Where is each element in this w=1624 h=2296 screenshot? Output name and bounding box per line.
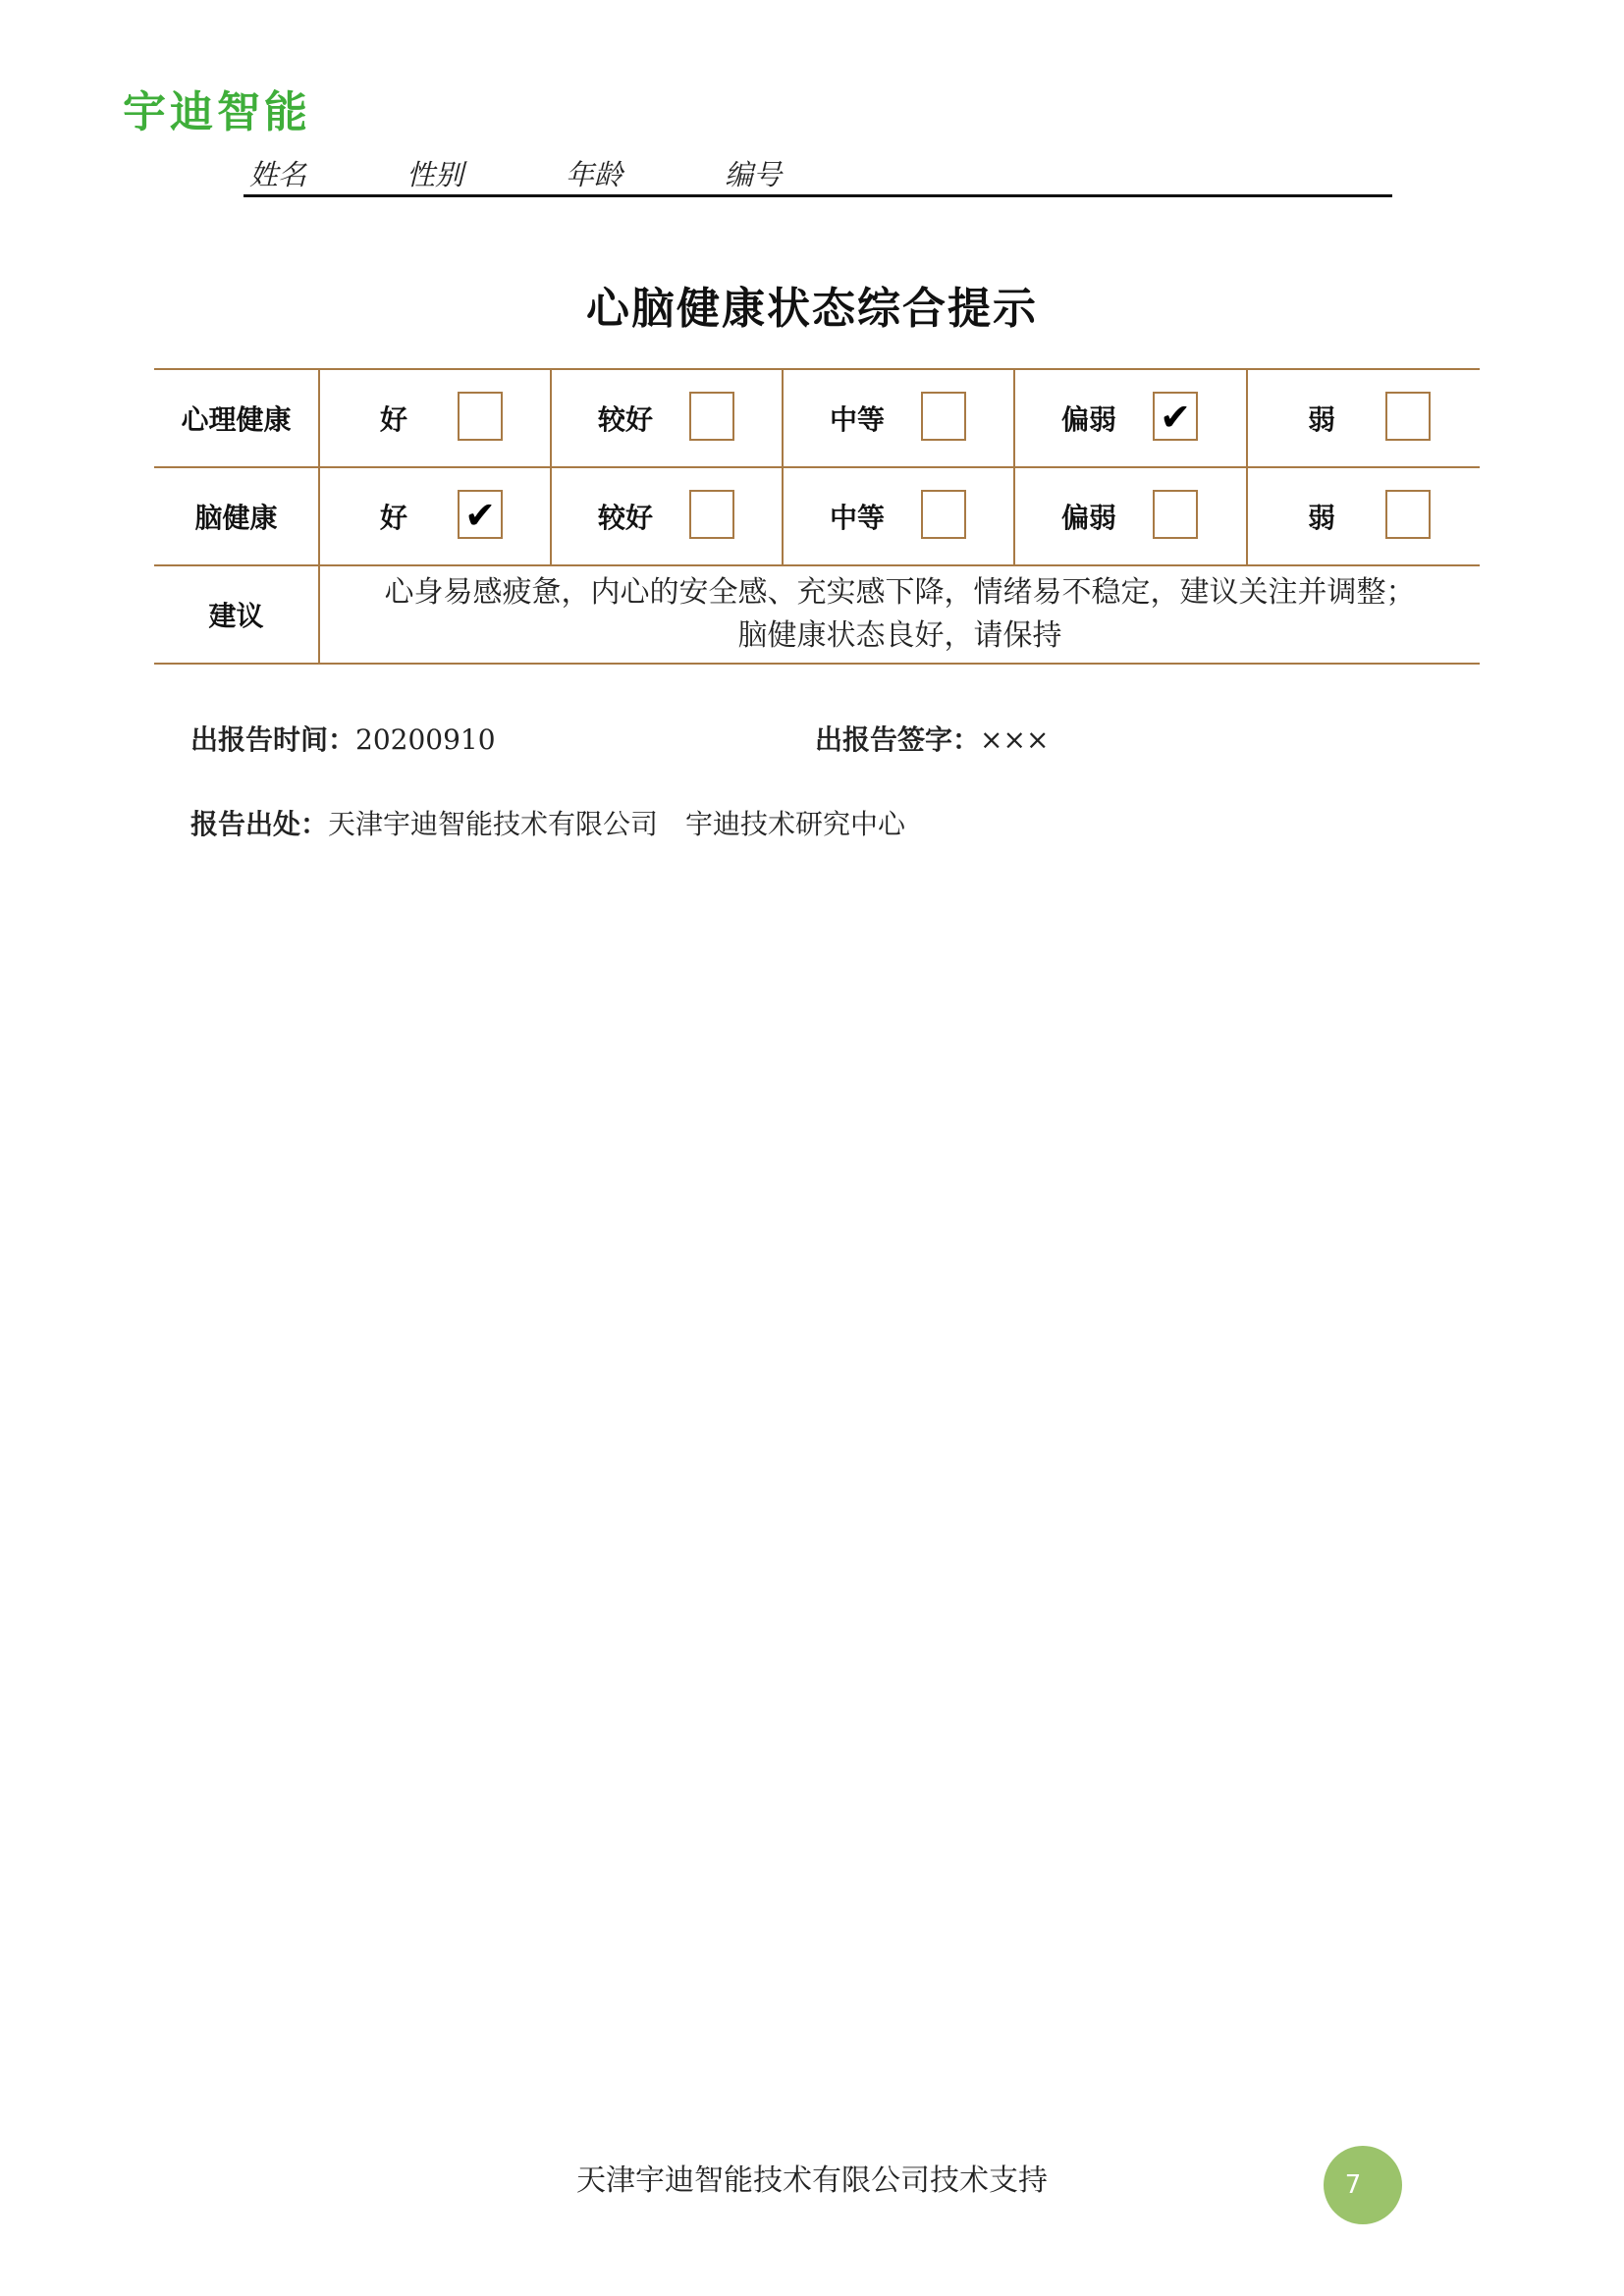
brand-logo-text: 宇迪智能 xyxy=(123,87,311,137)
table-row-psychological xyxy=(154,369,1480,467)
report-time-label: 出报告时间： xyxy=(190,723,356,756)
checkbox-psych-weak[interactable] xyxy=(1385,392,1431,441)
option-label: 偏弱 xyxy=(1060,502,1116,534)
option-label: 中等 xyxy=(829,502,885,534)
row-label-advice: 建议 xyxy=(154,565,319,664)
option-cell xyxy=(319,369,551,467)
table-row-brain xyxy=(154,467,1480,565)
report-sign-value: ××× xyxy=(980,723,1050,756)
option-label: 弱 xyxy=(1307,403,1335,436)
option-label: 好 xyxy=(379,403,407,436)
page-title: 心脑健康状态综合提示 xyxy=(586,284,1038,334)
report-signature xyxy=(815,719,1049,758)
option-cell xyxy=(1014,467,1247,565)
option-cell xyxy=(551,467,783,565)
table-row-advice xyxy=(154,565,1480,664)
checkbox-psych-good[interactable] xyxy=(458,392,503,441)
option-cell xyxy=(783,467,1014,565)
row-label-brain: 脑健康 xyxy=(154,467,319,565)
checkbox-brain-good[interactable]: ✔ xyxy=(458,490,503,539)
checkbox-brain-medium[interactable] xyxy=(921,490,966,539)
option-cell xyxy=(1247,369,1480,467)
health-status-table xyxy=(154,368,1480,665)
option-cell xyxy=(1014,369,1247,467)
name-field-label: 姓名 xyxy=(249,158,307,191)
option-label: 较好 xyxy=(597,403,653,436)
report-time xyxy=(190,719,496,758)
option-cell xyxy=(551,369,783,467)
advice-line-2: 脑健康状态良好，请保持 xyxy=(737,618,1062,653)
option-cell xyxy=(783,369,1014,467)
footer-support-text: 天津宇迪智能技术有限公司技术支持 xyxy=(576,2163,1048,2198)
row-label-psychological: 心理健康 xyxy=(154,369,319,467)
checkbox-brain-fairly-good[interactable] xyxy=(689,490,734,539)
patient-info-line xyxy=(244,147,1392,197)
advice-line-1: 心身易感疲惫，内心的安全感、充实感下降，情绪易不稳定，建议关注并调整； xyxy=(384,575,1416,610)
checkbox-brain-weakish[interactable] xyxy=(1153,490,1198,539)
checkbox-psych-medium[interactable] xyxy=(921,392,966,441)
report-source-label: 报告出处： xyxy=(190,808,329,840)
option-label: 好 xyxy=(379,502,407,534)
option-label: 偏弱 xyxy=(1060,403,1116,436)
option-cell xyxy=(319,467,551,565)
gender-field-label: 性别 xyxy=(406,158,464,191)
checkbox-brain-weak[interactable] xyxy=(1385,490,1431,539)
report-source-value: 天津宇迪智能技术有限公司 宇迪技术研究中心 xyxy=(328,808,906,840)
checkbox-psych-fairly-good[interactable] xyxy=(689,392,734,441)
age-field-label: 年龄 xyxy=(566,158,623,191)
option-label: 中等 xyxy=(829,403,885,436)
checkbox-psych-weakish[interactable]: ✔ xyxy=(1153,392,1198,441)
option-cell xyxy=(1247,467,1480,565)
id-field-label: 编号 xyxy=(725,158,783,191)
report-source xyxy=(190,803,905,842)
option-label: 弱 xyxy=(1307,502,1335,534)
page-number-badge: 7 xyxy=(1324,2146,1402,2224)
option-label: 较好 xyxy=(597,502,653,534)
advice-text xyxy=(319,565,1480,664)
report-time-value: 20200910 xyxy=(355,723,496,756)
report-sign-label: 出报告签字： xyxy=(815,723,981,756)
